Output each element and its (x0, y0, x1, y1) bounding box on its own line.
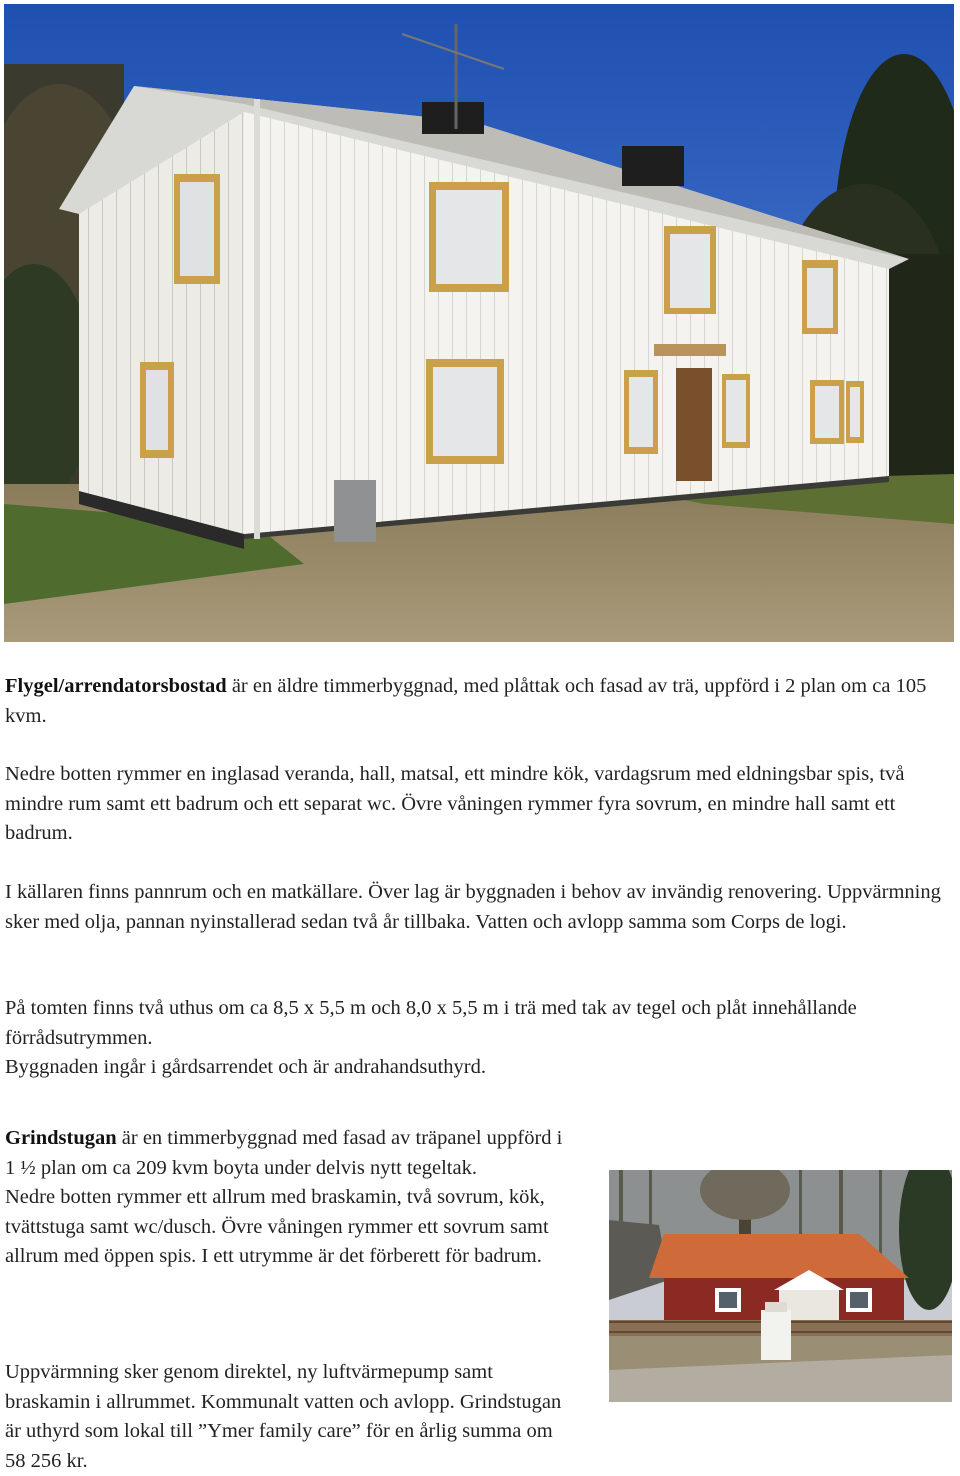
paragraph-flygel-text: är en äldre timmerbyggnad, med plåttak och fasad av trä, uppförd i 2 plan om ca 105 kvm. (5, 675, 927, 727)
red-cottage-illustration (609, 1170, 952, 1402)
front-door (676, 368, 712, 481)
paragraph-grindstugan-rooms: Nedre botten rymmer ett allrum med braskamin, två sovrum, kök, tvättstuga samt wc/dusch. Övre våningen rymmer ett sovrum samt allrum med öppen spis. I ett utrymme är det förberett för badrum. (5, 1186, 549, 1267)
paragraph-floor-plan: Nedre botten rymmer en inglasad veranda, hall, matsal, ett mindre kök, vardagsrum med eldningsbar spis, två mindre rum samt ett badrum och ett separat wc. Övre våningen rymmer fyra sovrum, en mindre hall samt ett badrum. (5, 763, 905, 844)
paragraph-lease-text: Byggnaden ingår i gårdsarrendet och är andrahandsuthyrd. (5, 1056, 487, 1078)
utility-box (334, 480, 376, 542)
red-cottage-photo (609, 1170, 952, 1402)
paragraph-grindstugan-text: är en timmerbyggnad med fasad av träpanel uppförd i 1 ½ plan om ca 209 kvm boyta under delvis nytt tegeltak. (5, 1127, 563, 1179)
paragraph-heating: Uppvärmning sker genom direktel, ny luftvärmepump samt braskamin i allrummet. Kommunalt vatten och avlopp. Grindstugan är uthyrd som lokal till ”Ymer family care” för en årlig summa om 58 256 kr. (5, 1361, 562, 1472)
paragraph-outbuildings-text: På tomten finns två uthus om ca 8,5 x 5,5 m och 8,0 x 5,5 m i trä med tak av tegel och plåt innehållande förrådsutrymmen. (5, 997, 857, 1049)
heading-flygel: Flygel/arrendatorsbostad (5, 675, 227, 697)
white-house-photo (4, 4, 954, 642)
paragraph-outbuildings (5, 994, 950, 1083)
heading-grindstugan: Grindstugan (5, 1127, 117, 1149)
paragraph-flygel (5, 672, 950, 731)
paragraph-basement: I källaren finns pannrum och en matkällare. Över lag är byggnaden i behov av invändig renovering. Uppvärmning sker med olja, pannan nyinstallerad sedan två år tillbaka. Vatten och avlopp samma som Corps de logi. (5, 881, 941, 933)
white-house-illustration (4, 4, 954, 642)
paragraph-grindstugan (5, 1124, 565, 1272)
